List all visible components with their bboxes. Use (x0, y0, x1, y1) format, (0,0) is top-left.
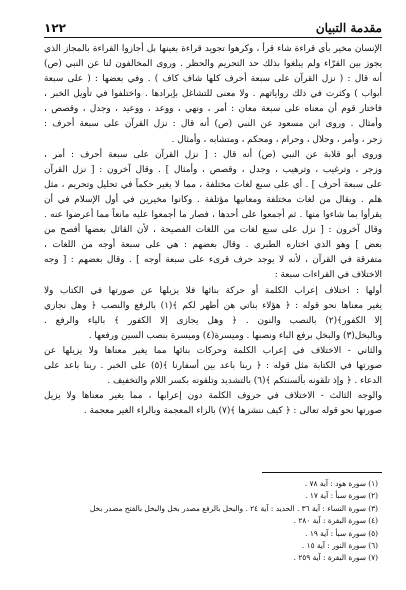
footnote: (٧) سورة البقرة : آية ٢٥٩ . (293, 553, 378, 563)
body-line: وروى أبو قلابة عن النبي (ص) أنه قال : [ نزل القرآن على سبعة أحرف : أمر ، (44, 149, 382, 160)
body-line: أبواب ) وكثرت في ذلك رواياتهم . ولا معنى للتشاغل بإيرادها . واختلفوا في تأويل الخبر ، (44, 89, 382, 100)
footnote: (٢) سورة سبأ : آية ١٧ . (305, 491, 378, 501)
footnote: (٥) سورة سبأ : آية ١٩ . (305, 528, 378, 538)
body-line: يجوز بين القرّاء ولم يبلغوا بذلك حد التحريم والحظر . وروى المخالفون لنا عن النبي (ص) (44, 59, 382, 70)
body-line: صورتها في الكتابة مثل قوله : ﴿ ربنا باعد بين أسفارنا ﴾(٥) على الخبر . ربنا باعد على (44, 360, 382, 371)
body-line: والوجه الثالث - الاختلاف في حروف الكلمة دون إعرابها ، مما يغير معناها ولا يزيل (44, 391, 382, 402)
body-line: فاختار قوم أن معناه على سبعة معان : أمر ، ونهي ، ووعد ، ووعيد ، وجدل ، وقصص ، (44, 104, 382, 115)
running-title: مقدمة التبيان (315, 21, 382, 35)
body-line: صورتها نحو قوله تعالى : ﴿ كيف ننشزها ﴾(٧) بالزاء المعجمة وبالراء الغير معجمة . (83, 406, 382, 417)
footnotes (89, 478, 378, 565)
body-line: الدعاء . ﴿ وإذ تلقونه بألسنتكم ﴾(٦) بالتشديد وتلقونه بكسر اللام والتخفيف . (107, 376, 382, 387)
page-number: ١٢٢ (44, 21, 66, 35)
body-line: متفرقة في القرآن ، لأنه لا يوجد حرف قرىء على سبعة أوجه ] . وقال بعضهم : [ وجه (44, 255, 382, 266)
footnote: (٣) سورة النساء : آية ٣٦ . الحديد : آية ٢٤ . والبخل بالرفع مصدر بخل والبخل بالفتح مصدر بخل (89, 503, 378, 513)
body-line: يقرأوا بما شاءوا منها . ثم أجمعوا على أحدها ، فصار ما أجمعوا عليه مانعاً مما أعرضوا عنه . (44, 210, 382, 221)
footnote: (٤) سورة البقرة : آية ٢٨٠ . (293, 516, 378, 526)
footnote-rule (262, 472, 382, 473)
body-line: وبالبخل(٣) والبخل برفع الباء ونصبها . وميسرة(٤) وميسرة بنصب السين ورفعها . (88, 330, 382, 341)
header-rule (44, 37, 382, 38)
body-line: زجر ، وأمر ، وحلال ، وحرام ، ومحكم ، ومتشابه ، وأمثال . (171, 134, 382, 145)
body-line: الاختلاف في القراءات سبعة : (274, 270, 382, 281)
body-line: الإنسان مخير بأي قراءة شاء قرأ ، وكرهوا تجويد قراءة بعينها بل أجازوا القراءة بالمجاز الذي (44, 44, 382, 54)
footnote: (٦) سورة النور : آية ١٥ . (301, 541, 378, 551)
body-line: وقال آخرون : [ نزل على سبع لغات من اللغات الفصيحة ، لأن القائل بعضها أفصح من (44, 225, 382, 236)
body-line: والثاني - الاختلاف في إعراب الكلمة وحركات بنائها مما يغير معناها ولا يزيلها عن (44, 345, 382, 356)
body-line: يغير معناها نحو قوله : ﴿ هؤلاء بناتي هن أطهر لكم ﴾(١) بالرفع والنصب ﴿ وهل نجازي (44, 300, 382, 311)
body-line: بعض ] وهو الذي اختاره الطبري . وقال بعضهم : هي على سبعة أوجه من اللغات ، (44, 240, 382, 251)
body-line: على سبعة أحرف ] . أي على سبع لغات مختلفة ، مما لا يغير حكماً في تحليل وتحريم ، مثل (44, 179, 382, 190)
body-line: هلم . ويقال من لغات مختلفة ومعانيها مؤتلفة . وكانوا مخيرين في أول الإسلام في أن (44, 194, 382, 205)
body-line: أنه قال : ( نزل القرآن على سبعة أحرف كلها شاف كاف ) . وفي بعضها : ( على سبعة (44, 74, 382, 85)
footnote: (١) سورة هود : آية ٧٨ . (304, 479, 378, 488)
body-line: وزجر ، وترغيب ، وترهيب ، وجدل ، وقصص ، وأمثال ] . وقال آخرون : [ نزل القرآن (44, 164, 382, 175)
body-line: إلا الكفور﴾(٢) بالنصب والنون . ﴿ وهل يجازى إلا الكفور ﴾ بالياء والرفع . (44, 315, 382, 326)
body-line: أولها : اختلاف إعراب الكلمة أو حركة بنائها فلا يزيلها عن صورتها في الكتاب ولا (44, 285, 382, 296)
page-header (44, 20, 382, 36)
body-line: وأمثال . وروى ابن مسعود عن النبي (ص) أنه قال : نزل القرآن على سبعة أحرف : (44, 119, 382, 130)
body-text (44, 42, 382, 419)
